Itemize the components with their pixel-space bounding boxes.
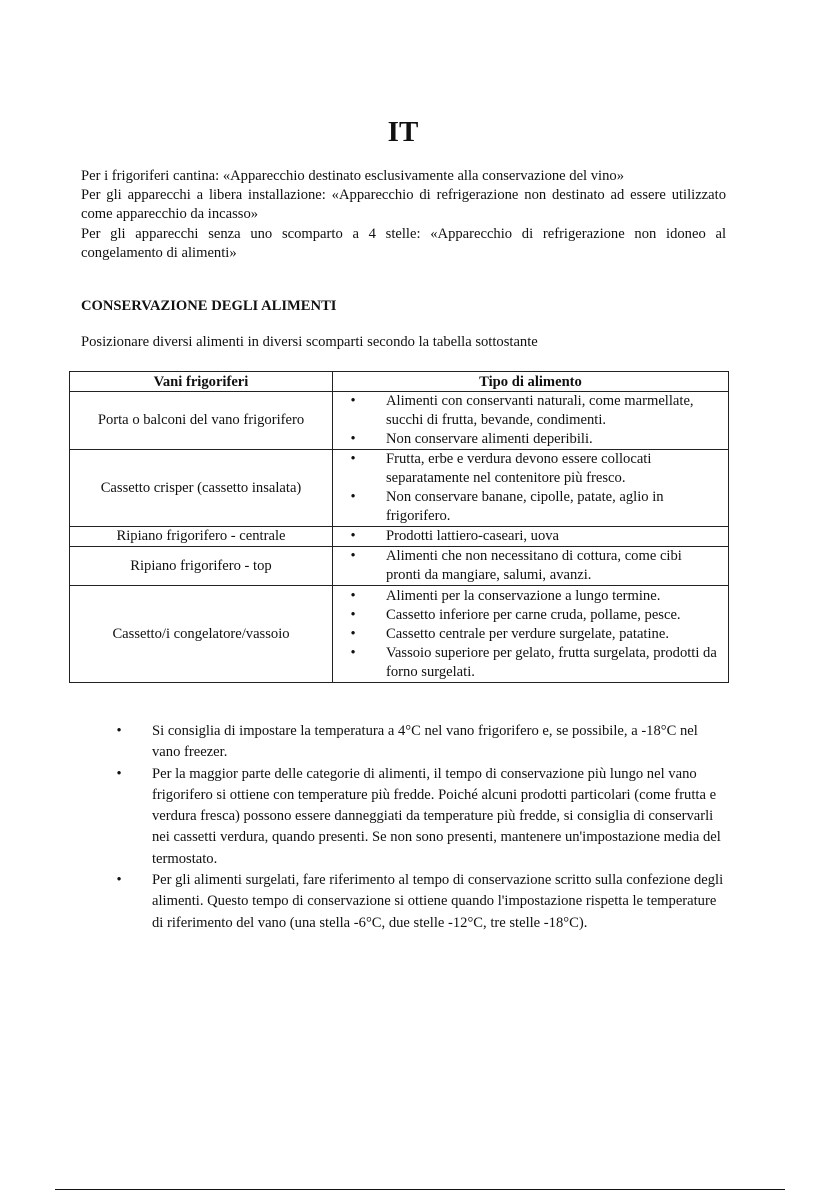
section-lead: Posizionare diversi alimenti in diversi scomparti secondo la tabella sottostante [81, 334, 538, 350]
list-item [333, 625, 720, 644]
food-type-list [333, 547, 720, 585]
food-type-list [333, 450, 720, 526]
bullet-icon: • [350, 644, 356, 661]
list-item [333, 430, 720, 449]
section-heading: CONSERVAZIONE DEGLI ALIMENTI [81, 298, 337, 314]
footer-divider [55, 1189, 785, 1190]
list-item-text: Alimenti per la conservazione a lungo termine. [386, 587, 661, 604]
food-type-cell [333, 586, 729, 683]
list-item-text: Prodotti lattiero-caseari, uova [386, 528, 560, 544]
food-type-cell [333, 527, 729, 547]
note-item [100, 870, 725, 934]
intro-paragraph: Per gli apparecchi a libera installazione: «Apparecchio di refrigerazione non destinato ad essere utilizzato come apparecchio da incasso» [81, 187, 726, 223]
list-item [333, 547, 720, 585]
list-item-text: Non conservare banane, cipolle, patate, aglio in frigorifero. [386, 489, 664, 524]
intro-paragraph: Per i frigoriferi cantina: «Apparecchio destinato esclusivamente alla conservazione del vino» [81, 168, 625, 184]
list-item [333, 606, 720, 625]
list-item [333, 644, 720, 682]
note-text: Per la maggior parte delle categorie di alimenti, il tempo di conservazione più lungo nel vano frigorifero si ottiene con temperature più fredde. Poiché alcuni prodotti particolari (come frutta e verdura fresca) possono essere danneggiati da temperature più fredde, si consiglia di conservarli nei cassetti verdura, quando presenti. Se non sono presenti, mantenere un'impostazione media del termostato. [152, 765, 721, 867]
table-row [70, 527, 729, 547]
storage-notes-list [100, 721, 725, 934]
list-item [333, 587, 720, 606]
bullet-icon: • [350, 548, 356, 564]
bullet-icon: • [350, 393, 356, 409]
note-text: Per gli alimenti surgelati, fare riferimento al tempo di conservazione scritto sulla confezione degli alimenti. Questo tempo di conservazione si ottiene quando l'impostazione rispetta le temperature di riferimento del vano (una stella -6°C, due stelle -12°C, tre stelle -18°C). [152, 872, 724, 931]
bullet-icon: • [350, 606, 356, 623]
column-header-food-type: Tipo di alimento [333, 372, 729, 392]
table-row [70, 547, 729, 586]
note-text: Si consiglia di impostare la temperatura a 4°C nel vano frigorifero e, se possibile, a -18°C nel vano freezer. [152, 723, 698, 761]
food-type-cell [333, 392, 729, 450]
list-item-text: Cassetto inferiore per carne cruda, pollame, pesce. [386, 606, 681, 623]
food-type-list [333, 527, 720, 546]
compartment-cell: Cassetto crisper (cassetto insalata) [70, 450, 333, 527]
list-item [333, 392, 720, 430]
food-type-list [333, 587, 720, 682]
list-item-text: Vassoio superiore per gelato, frutta surgelata, prodotti da forno surgelati. [386, 644, 717, 680]
bullet-icon: • [350, 625, 356, 642]
list-item [333, 488, 720, 526]
bullet-icon: • [350, 587, 356, 604]
bullet-icon: • [116, 765, 122, 782]
bullet-icon: • [350, 528, 356, 544]
compartment-cell: Ripiano frigorifero - top [70, 547, 333, 586]
food-storage-table [69, 371, 729, 683]
food-type-list [333, 392, 720, 449]
bullet-icon: • [116, 872, 122, 889]
intro-block [81, 167, 726, 263]
table-row [70, 392, 729, 450]
list-item-text: Non conservare alimenti deperibili. [386, 431, 593, 447]
intro-paragraph: Per gli apparecchi senza uno scomparto a 4 stelle: «Apparecchio di refrigerazione non idoneo al congelamento di alimenti» [81, 225, 726, 261]
table-header-row [70, 372, 729, 392]
note-item [100, 764, 725, 870]
table-row [70, 450, 729, 527]
bullet-icon: • [350, 451, 356, 467]
food-type-cell [333, 450, 729, 527]
list-item-text: Frutta, erbe e verdura devono essere collocati separatamente nel contenitore più fresco. [386, 451, 652, 486]
list-item-text: Alimenti con conservanti naturali, come marmellate, succhi di frutta, bevande, condimenti. [386, 393, 694, 428]
bullet-icon: • [116, 723, 122, 739]
list-item-text: Alimenti che non necessitano di cottura, come cibi pronti da mangiare, salumi, avanzi. [386, 548, 682, 583]
list-item-text: Cassetto centrale per verdure surgelate, patatine. [386, 625, 669, 642]
compartment-cell: Porta o balconi del vano frigorifero [70, 392, 333, 450]
food-type-cell [333, 547, 729, 586]
note-item [100, 721, 725, 764]
column-header-compartments: Vani frigoriferi [70, 372, 333, 392]
bullet-icon: • [350, 489, 356, 505]
bullet-icon: • [350, 431, 356, 447]
compartment-cell: Cassetto/i congelatore/vassoio [70, 586, 333, 683]
compartment-cell: Ripiano frigorifero - centrale [70, 527, 333, 547]
page-title: IT [387, 116, 419, 148]
table-row [70, 586, 729, 683]
list-item [333, 450, 720, 488]
list-item [333, 527, 720, 546]
